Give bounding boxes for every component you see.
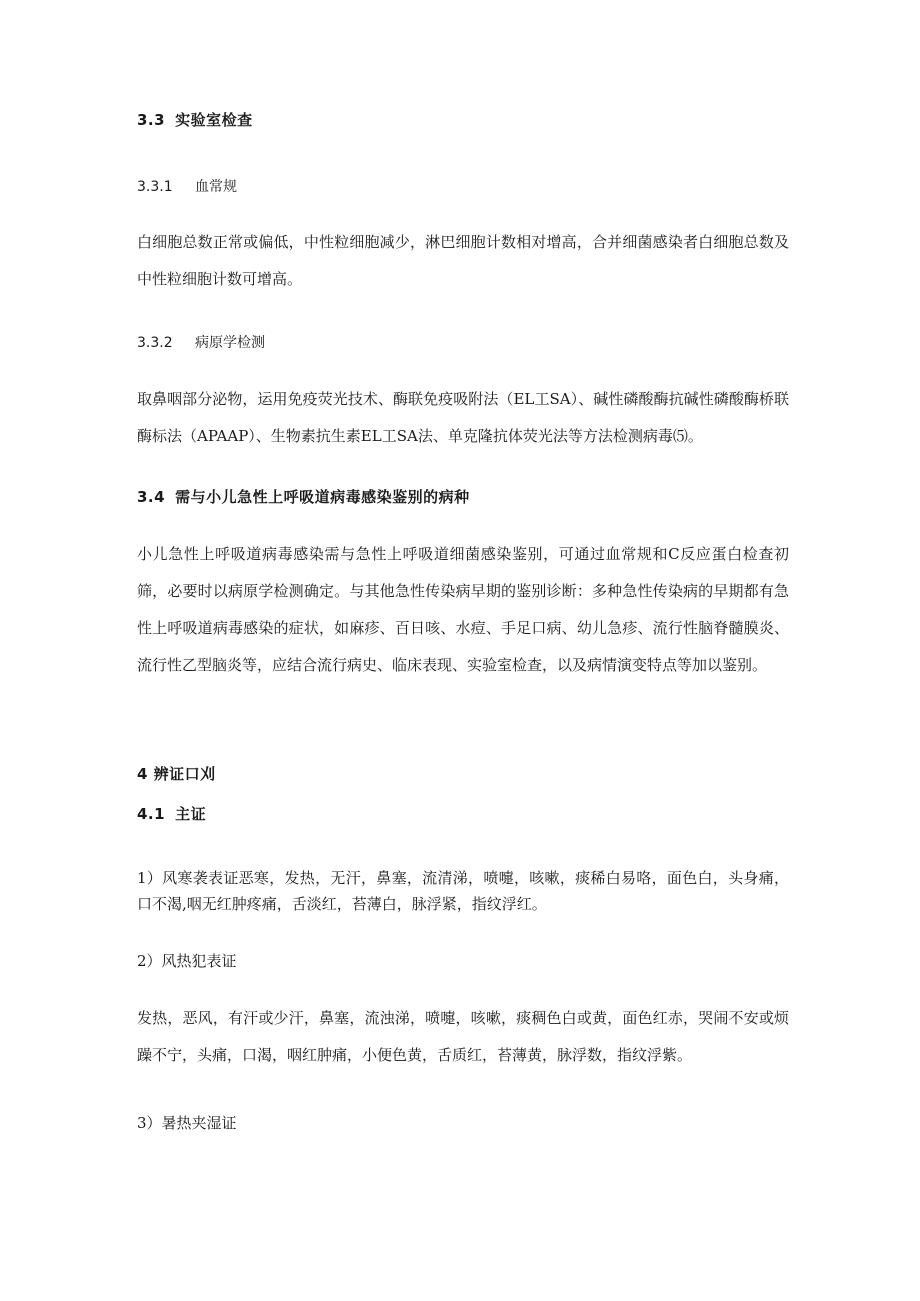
subsection-heading-3-3-2 <box>137 332 265 352</box>
subsection-heading-3-3-1 <box>137 176 237 196</box>
section-number: 3.3 <box>137 111 166 129</box>
item-summer-heat-heading: 3）暑热夹湿证 <box>137 1114 237 1132</box>
section-title: 实验室检查 <box>175 111 253 129</box>
paragraph-wind-heat-syndrome: 发热，恶风，有汗或少汗，鼻塞，流浊涕，喷嚏，咳嗽，痰稠色白或黄，面色红赤，哭闹不安或烦躁不宁，头痛，口渴，咽红肿痛，小便色黄，舌质红，苔薄黄，脉浮数，指纹浮紫。 <box>137 1009 789 1064</box>
subsection-number: 3.3.1 <box>137 179 173 195</box>
section-heading-3-4 <box>137 486 470 507</box>
paragraph-differential-diagnosis: 小儿急性上呼吸道病毒感染需与急性上呼吸道细菌感染鉴别，可通过血常规和C反应蛋白检查初筛，必要时以病原学检测确定。与其他急性传染病早期的鉴别诊断：多种急性传染病的早期都有急性上呼吸道病毒感染的症状，如麻疹、百日咳、水痘、手足口病、幼儿急疹、流行性脑脊髓膜炎、流行性乙型脑炎等，应结合流行病史、临床表现、实验室检查，以及病情演变特点等加以鉴别。 <box>137 545 789 674</box>
subsection-number: 3.3.2 <box>137 335 173 351</box>
section-number: 3.4 <box>137 488 166 506</box>
section-heading-4 <box>137 763 216 784</box>
item-wind-heat-heading: 2）风热犯表证 <box>137 952 237 970</box>
paragraph-pathogen-detection: 取鼻咽部分泌物，运用免疫荧光技术、酶联免疫吸附法（EL工SA）、碱性磷酸酶抗碱性磷酸酶桥联酶标法（APAAP）、生物素抗生素EL工SA法、单克隆抗体荧光法等方法检测病毒⑸。 <box>137 390 789 445</box>
section-number: 4.1 <box>137 805 166 823</box>
paragraph-blood-routine: 白细胞总数正常或偏低，中性粒细胞减少，淋巴细胞计数相对增高，合并细菌感染者白细胞总数及中性粒细胞计数可增高。 <box>137 233 789 288</box>
section-heading-3-3 <box>137 109 253 130</box>
section-title: 主证 <box>175 805 207 823</box>
subsection-title: 病原学检测 <box>195 335 265 351</box>
paragraph-wind-cold-syndrome: 1）风寒袭表证恶寒，发热，无汗，鼻塞，流清涕，喷嚏，咳嗽，痰稀白易咯，面色白，头身痛，口不渴,咽无红肿疼痛，舌淡红，苔薄白，脉浮紧，指纹浮红。 <box>137 869 789 913</box>
subsection-title: 血常规 <box>195 179 237 195</box>
section-heading-4-1 <box>137 803 206 824</box>
section-title: 4 辨证口刈 <box>137 765 216 783</box>
section-title: 需与小儿急性上呼吸道病毒感染鉴别的病种 <box>175 488 470 506</box>
